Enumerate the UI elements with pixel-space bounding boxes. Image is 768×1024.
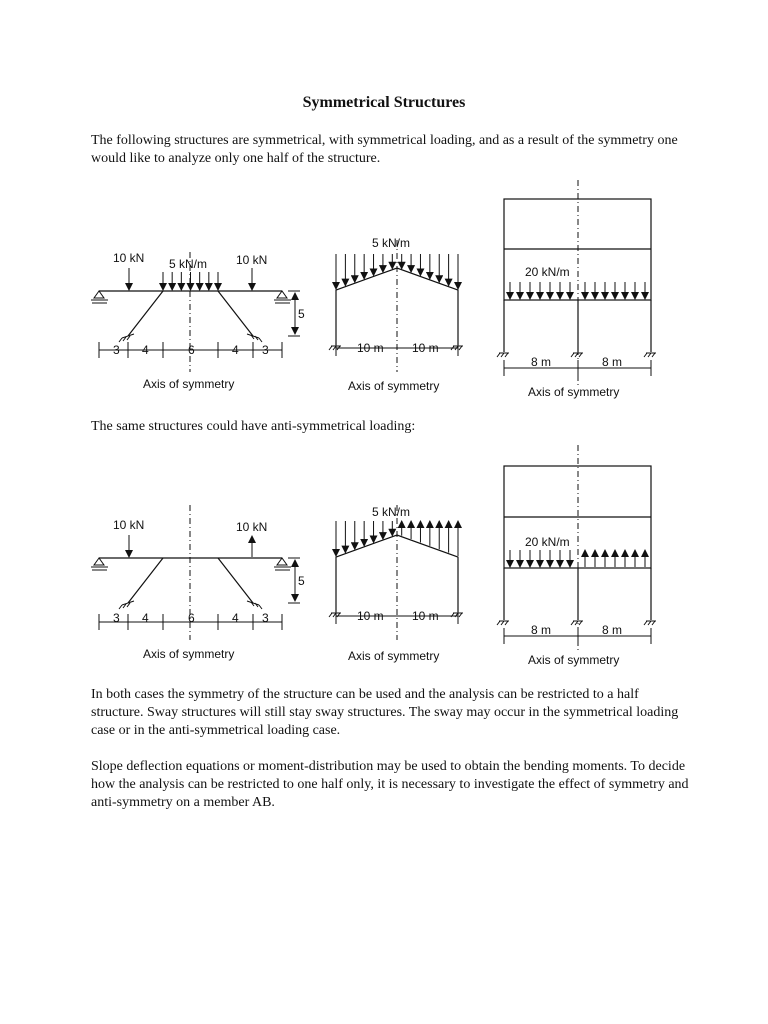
- dim-label-right: 10 m: [412, 609, 439, 623]
- dim-label-4: 4: [232, 611, 239, 625]
- portal-frame-symmetric: [329, 236, 463, 393]
- height-dimension-label: 5: [298, 574, 305, 588]
- pin-support-left-icon: [91, 558, 108, 570]
- beam-structure-antisymmetric: [91, 505, 305, 661]
- axis-of-symmetry-label: Axis of symmetry: [348, 649, 440, 663]
- dim-label-3: 6: [188, 343, 195, 357]
- dim-label-1: 3: [113, 343, 120, 357]
- page-title: Symmetrical Structures: [302, 94, 466, 111]
- dim-label-5: 3: [262, 343, 269, 357]
- pin-support-right-icon: [274, 291, 291, 303]
- dim-label-right: 8 m: [602, 623, 623, 637]
- dim-label-left: 10 m: [357, 609, 384, 623]
- both-cases-paragraph: In both cases the symmetry of the structure can be used and the analysis can be restricted to a half structure. Sway structures will still stay sway structures. The sway may occur in the symmetrical loading case or in the anti-symmetrical loading case.: [91, 687, 679, 738]
- udl-label: 5 kN/m: [372, 505, 411, 519]
- intro-paragraph: The following structures are symmetrical, with symmetrical loading, and as a result of the symmetry one would like to analyze only one half of the structure.: [91, 133, 678, 166]
- udl-label: 5 kN/m: [372, 236, 411, 250]
- multistorey-frame-antisymmetric: [497, 445, 656, 667]
- dim-label-1: 3: [113, 611, 120, 625]
- axis-of-symmetry-label: Axis of symmetry: [143, 647, 235, 661]
- udl-label: 20 kN/m: [525, 265, 570, 279]
- beam-structure-symmetric: [91, 251, 305, 391]
- dim-label-right: 10 m: [412, 341, 439, 355]
- dim-label-left: 8 m: [531, 623, 552, 637]
- dim-label-2: 4: [142, 611, 149, 625]
- point-load-right-label: 10 kN: [236, 520, 268, 534]
- dim-label-3: 6: [188, 611, 195, 625]
- pin-support-right-icon: [274, 558, 291, 570]
- slope-deflection-paragraph: Slope deflection equations or moment-distribution may be used to obtain the bending moments. To decide how the analysis can be restricted to one half only, it is necessary to investigate the effect of symmetry and anti-symmetry on a member AB.: [91, 759, 689, 810]
- axis-of-symmetry-label: Axis of symmetry: [143, 377, 235, 391]
- multistorey-frame-symmetric: [497, 180, 656, 399]
- dim-label-5: 3: [262, 611, 269, 625]
- axis-of-symmetry-label: Axis of symmetry: [528, 385, 620, 399]
- point-load-left-label: 10 kN: [113, 251, 145, 265]
- dim-label-4: 4: [232, 343, 239, 357]
- axis-of-symmetry-label: Axis of symmetry: [348, 379, 440, 393]
- udl-label: 5 kN/m: [169, 257, 208, 271]
- height-dimension-label: 5: [298, 307, 305, 321]
- point-load-right-label: 10 kN: [236, 253, 268, 267]
- anti-symmetry-paragraph: The same structures could have anti-symmetrical loading:: [91, 419, 416, 434]
- udl-label: 20 kN/m: [525, 535, 570, 549]
- portal-frame-antisymmetric: [329, 505, 463, 663]
- dim-label-left: 8 m: [531, 355, 552, 369]
- dim-label-2: 4: [142, 343, 149, 357]
- point-load-left-label: 10 kN: [113, 518, 145, 532]
- dim-label-right: 8 m: [602, 355, 623, 369]
- axis-of-symmetry-label: Axis of symmetry: [528, 653, 620, 667]
- dim-label-left: 10 m: [357, 341, 384, 355]
- pin-support-left-icon: [91, 291, 108, 303]
